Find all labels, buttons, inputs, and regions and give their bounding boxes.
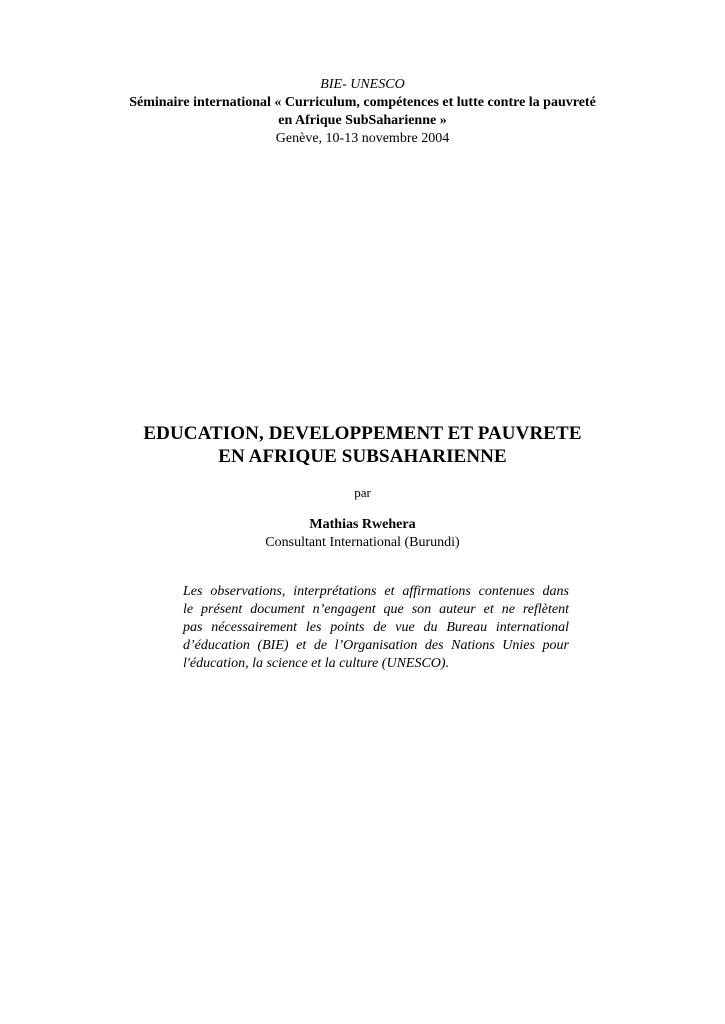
place-date-line: Genève, 10-13 novembre 2004 xyxy=(275,131,450,146)
disclaimer-line: d’éducation (BIE) et de l’Organisation des Nations Unies pour xyxy=(183,638,569,653)
document-title xyxy=(0,422,725,468)
author-block xyxy=(0,516,725,552)
seminar-header xyxy=(0,76,725,148)
author-name: Mathias Rwehera xyxy=(309,517,416,532)
disclaimer-line: l'éducation, la science et la culture (UNESCO). xyxy=(183,656,450,671)
disclaimer-line: pas nécessairement les points de vue du Bureau international xyxy=(183,620,569,635)
disclaimer-paragraph xyxy=(183,583,569,673)
document-title-line-2: EN AFRIQUE SUBSAHARIENNE xyxy=(218,446,507,467)
seminar-title-line-2: en Afrique SubSaharienne » xyxy=(278,113,447,128)
organization-line: BIE- UNESCO xyxy=(320,77,405,92)
document-title-line-1: EDUCATION, DEVELOPPEMENT ET PAUVRETE xyxy=(143,423,582,444)
by-label: par xyxy=(354,485,371,500)
seminar-title-line-1: Séminaire international « Curriculum, compétences et lutte contre la pauvreté xyxy=(129,95,596,110)
author-role: Consultant International (Burundi) xyxy=(265,535,460,550)
disclaimer-line: Les observations, interprétations et affirmations contenues dans xyxy=(183,584,569,599)
disclaimer-line: le présent document n’engagent que son auteur et ne reflètent xyxy=(183,602,569,617)
